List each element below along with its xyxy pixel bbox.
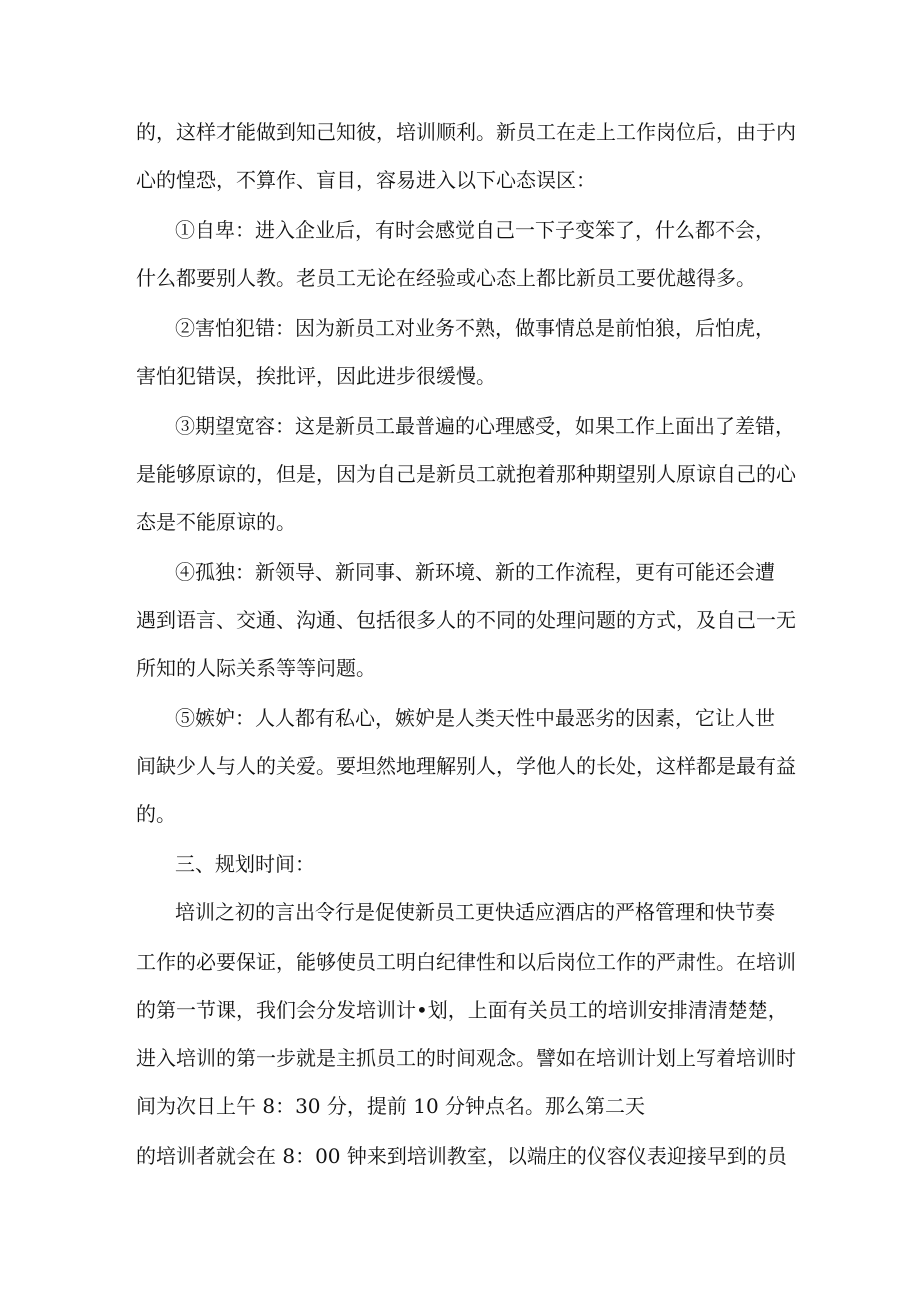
- text-line-7: ③期望宽容：这是新员工最普遍的心理感受，如果工作上面出了差错，: [175, 414, 795, 438]
- text-line-2: 心的惶恐，不算作、盲目，容易进入以下心态误区：: [136, 168, 596, 192]
- text-line-4: 什么都要别人教。老员工无论在经验或心态上都比新员工要优越得多。: [136, 266, 756, 290]
- text-line-19: 的第一节课，我们会分发培训计•划，上面有关员工的培训安排清清楚楚，: [136, 998, 788, 1022]
- text-line-10: ④孤独：新领导、新同事、新环境、新的工作流程，更有可能还会遭: [175, 560, 775, 584]
- text-line-21: 间为次日上午 8：30 分，提前 10 分钟点名。那么第二天: [136, 1094, 646, 1118]
- text-line-12: 所知的人际关系等等问题。: [136, 656, 376, 680]
- text-line-8: 是能够原谅的，但是，因为自己是新员工就抱着那种期望别人原谅自己的心: [136, 462, 796, 486]
- text-line-22: 的培训者就会在 8：00 钟来到培训教室，以端庄的仪容仪表迎接早到的员: [136, 1144, 787, 1168]
- text-line-9: 态是不能原谅的。: [136, 510, 296, 534]
- text-line-17: 培训之初的言出令行是促使新员工更快适应酒店的严格管理和快节奏: [175, 900, 775, 924]
- text-line-1: 的，这样才能做到知己知彼，培训顺利。新员工在走上工作岗位后，由于内: [136, 120, 796, 144]
- text-line-20: 进入培训的第一步就是主抓员工的时间观念。譬如在培训计划上写着培训时: [136, 1046, 796, 1070]
- text-line-3: ①自卑：进入企业后，有时会感觉自己一下子变笨了，什么都不会，: [175, 218, 775, 242]
- text-line-6: 害怕犯错误，挨批评，因此进步很缓慢。: [136, 364, 496, 388]
- text-line-15: 的。: [136, 802, 176, 826]
- text-line-11: 遇到语言、交通、沟通、包括很多人的不同的处理问题的方式，及自己一无: [136, 608, 796, 632]
- text-line-18: 工作的必要保证，能够使员工明白纪律性和以后岗位工作的严肃性。在培训: [136, 950, 796, 974]
- section-heading: 三、规划时间：: [175, 852, 315, 876]
- text-line-5: ②害怕犯错：因为新员工对业务不熟，做事情总是前怕狼，后怕虎，: [175, 316, 775, 340]
- text-line-14: 间缺少人与人的关爱。要坦然地理解别人，学他人的长处，这样都是最有益: [136, 754, 796, 778]
- text-line-13: ⑤嫉妒：人人都有私心，嫉妒是人类天性中最恶劣的因素，它让人世: [175, 706, 775, 730]
